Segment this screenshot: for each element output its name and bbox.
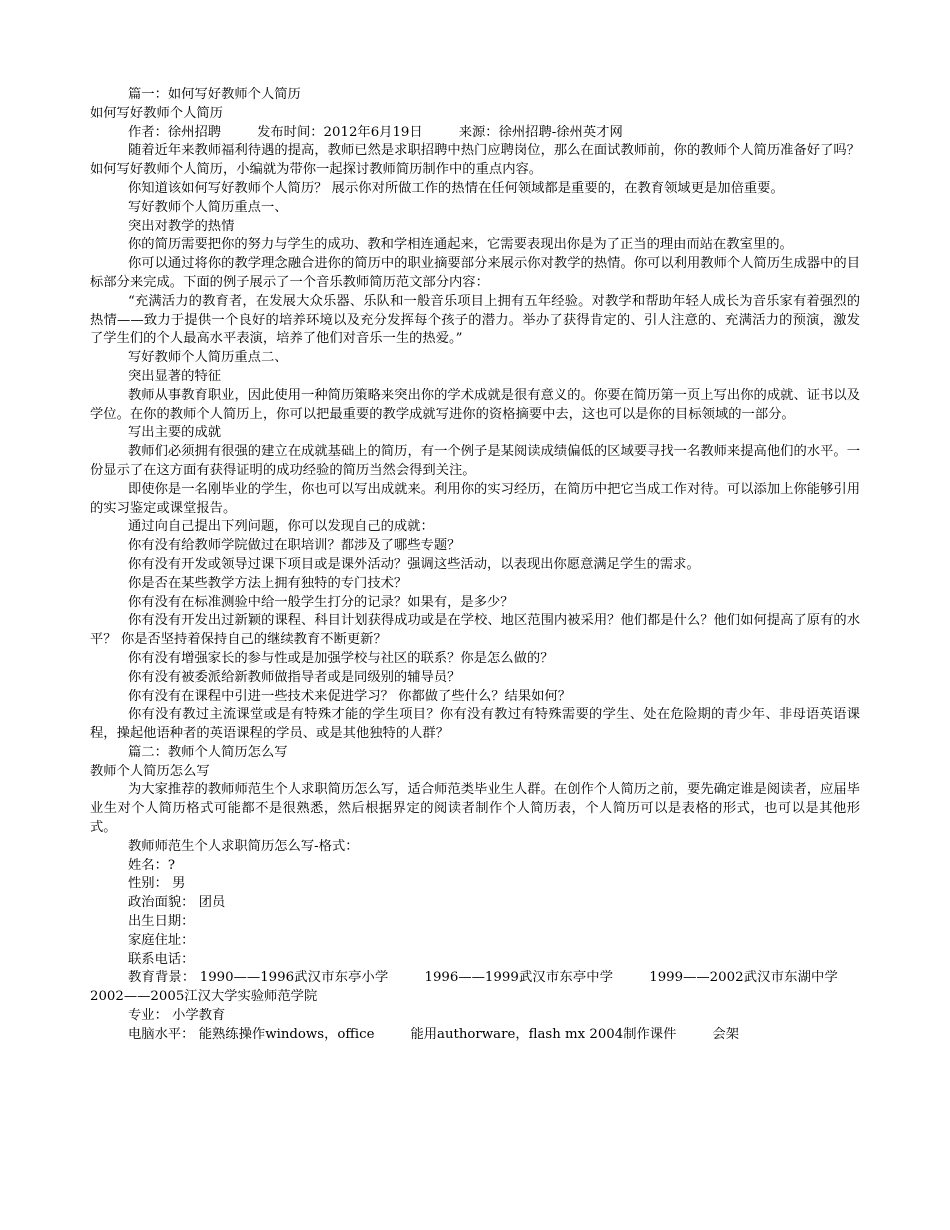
question-item: 你有没有给教师学院做过在职培训？都涉及了哪些专题？: [128, 538, 461, 554]
question-item: 你有没有开发或领导过课下项目或是课外活动？强调这些活动，以表现出你愿意满足学生的需求。: [128, 556, 700, 572]
article-title: 如何写好教师个人简历: [90, 105, 223, 121]
resume-field-major: 专业： 小学教育: [128, 1008, 226, 1024]
publish-date: 发布时间：2012年6月19日: [257, 124, 423, 140]
quote-paragraph: “充满活力的教育者，在发展大众乐器、乐队和一般音乐项目上拥有五年经验。对教学和帮助年轻人成长为音乐家有着强烈的热情——致力于提供一个良好的培养环境以及充分发挥每个孩子的潜力。举办了获得肯定的、引人注意的、充满活力的预演，激发了学生们的个人最高水平表演，培养了他们对音乐一生的热爱。”: [90, 293, 860, 347]
question-item: 你是否在某些教学方法上拥有独特的专门技术？: [128, 575, 408, 591]
subheading: 写好教师个人简历重点一、: [128, 199, 288, 215]
question-item: 你有没有在标准测验中给一般学生打分的记录？如果有，是多少？: [128, 594, 514, 610]
paragraph: 你的简历需要把你的努力与学生的成功、教和学相连通起来，它需要表现出你是为了正当的理由而站在教室里的。: [128, 237, 793, 253]
article-meta: [90, 124, 860, 143]
computer-skill: 能用authorware，flash mx 2004制作课件: [410, 1026, 677, 1042]
article-title: 教师个人简历怎么写: [90, 763, 210, 779]
paragraph: 通过向自己提出下列问题，你可以发现自己的成就：: [128, 519, 434, 535]
question-item: 你有没有在课程中引进一些技术来促进学习？ 你都做了些什么？结果如何？: [128, 688, 572, 704]
section-heading: 篇二：教师个人简历怎么写: [128, 744, 288, 760]
resume-field-computer: [90, 1026, 860, 1045]
computer-skill: 会架: [712, 1026, 739, 1042]
paragraph: 教师师范生个人求职简历怎么写-格式：: [128, 838, 359, 854]
paragraph: 教师从事教育职业，因此使用一种简历策略来突出你的学术成就是很有意义的。你要在简历第一页上写出你的成就、证书以及学位。在你的教师个人简历上，你可以把最重要的教学成就写进你的资格摘要中去，这也可以是你的目标领域的一部分。: [90, 387, 860, 422]
source: 来源：徐州招聘-徐州英才网: [458, 124, 623, 140]
resume-field-education: [90, 969, 860, 1007]
resume-field-address: 家庭住址：: [128, 932, 195, 948]
question-item: 你有没有教过主流课堂或是有特殊才能的学生项目？你有没有教过有特殊需要的学生、处在危险期的青少年、非母语英语课程，操起他语种者的英语课程的学员、或是其他独特的人群？: [90, 707, 860, 742]
question-item: 你有没有增强家长的参与性或是加强学校与社区的联系？你是怎么做的？: [128, 650, 554, 666]
resume-field-gender: 性别： 男: [128, 876, 186, 892]
author: 作者：徐州招聘: [128, 124, 222, 140]
education-entry: 1996——1999武汉市东亭中学: [424, 970, 614, 986]
paragraph: 教师们必须拥有很强的建立在成就基础上的简历，有一个例子是某阅读成绩偏低的区域要寻找一名教师来提高他们的水平。一份显示了在这方面有获得证明的成功经验的简历当然会得到关注。: [90, 444, 860, 478]
paragraph: 你可以通过将你的教学理念融合进你的简历中的职业摘要部分来展示你对教学的热情。你可以利用教师个人简历生成器中的目标部分来完成。下面的例子展示了一个音乐教师简历范文部分内容：: [90, 256, 860, 290]
paragraph: 随着近年来教师福利待遇的提高，教师已然是求职招聘中热门应聘岗位，那么在面试教师前，你的教师个人简历准备好了吗？如何写好教师个人简历，小编就为带你一起探讨教师简历制作中的重点内容。: [90, 143, 860, 178]
resume-field-phone: 联系电话：: [128, 951, 195, 967]
question-item: 你有没有开发出过新颖的课程、科目计划获得成功或是在学校、地区范围内被采用？他们都是什么？他们如何提高了原有的水平？ 你是否坚持着保持自己的继续教育不断更新？: [90, 613, 860, 648]
paragraph: 你知道该如何写好教师个人简历？ 展示你对所做工作的热情在任何领域都是重要的，在教育领域更是加倍重要。: [128, 180, 784, 196]
education-entry: 2002——2005江汉大学实验师范学院: [90, 989, 318, 1005]
education-entry: 教育背景： 1990——1996武汉市东亭小学: [128, 970, 389, 986]
question-item: 你有没有被委派给新教师做指导者或是同级别的辅导员？: [128, 669, 461, 685]
paragraph: 为大家推荐的教师师范生个人求职简历怎么写，适合师范类毕业生人群。在创作个人简历之前，要先确定谁是阅读者，应届毕业生对个人简历格式可能都不是很熟悉，然后根据界定的阅读者制作个人简历表，个人简历可以是表格的形式，也可以是其他形式。: [90, 782, 860, 836]
computer-skill: 电脑水平： 能熟练操作windows，office: [128, 1026, 375, 1042]
subheading: 突出对教学的热情: [128, 218, 235, 234]
paragraph: 即使你是一名刚毕业的学生，你也可以写出成就来。利用你的实习经历，在简历中把它当成工作对待。可以添加上你能够引用的实习鉴定或课堂报告。: [90, 481, 860, 516]
resume-field-political: 政治面貌： 团员: [128, 895, 226, 911]
resume-field-birthdate: 出生日期：: [128, 914, 195, 930]
document-page: [90, 86, 860, 1045]
section-heading: 篇一：如何写好教师个人简历: [128, 87, 301, 102]
subheading: 写好教师个人简历重点二、: [128, 350, 288, 366]
education-entry: 1999——2002武汉市东湖中学: [649, 970, 838, 986]
resume-field-name: 姓名：?: [128, 857, 176, 873]
subheading: 突出显著的特征: [128, 368, 222, 384]
subheading: 写出主要的成就: [128, 425, 222, 441]
